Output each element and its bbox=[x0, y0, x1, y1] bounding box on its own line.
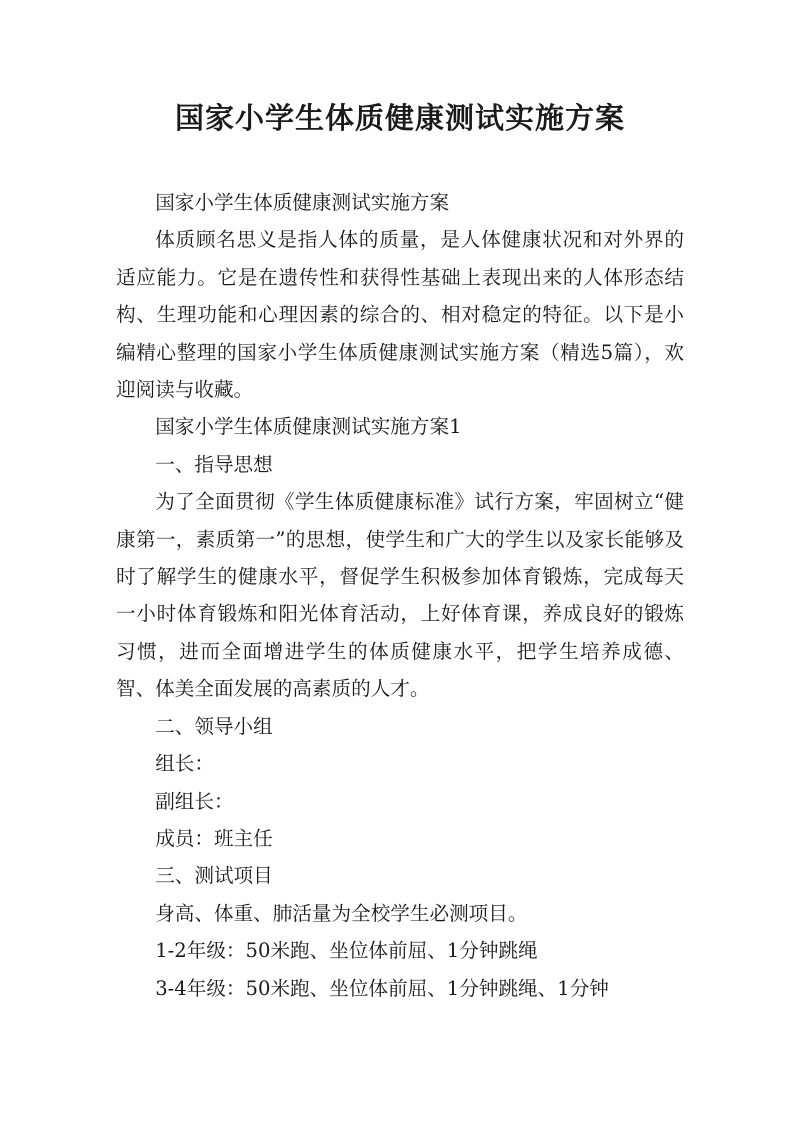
paragraph-subtitle: 国家小学生体质健康测试实施方案 bbox=[155, 191, 450, 214]
heading-guiding-thought: 一、指导思想 bbox=[155, 452, 273, 476]
heading-test-items: 三、测试项目 bbox=[155, 864, 273, 888]
paragraph-grade-1-2: 1-2年级：50米跑、坐位体前屈、1分钟跳绳 bbox=[155, 939, 538, 963]
paragraph-guiding-thought: 为了全面贯彻《学生体质健康标准》试行方案，牢固树立“健康第一，素质第一”的思想，使学生和广大的学生以及家长能够及时了解学生的健康水平，督促学生积极参加体育锻炼，完成每天一小时体育锻炼和阳光体育活动，上好体育课，养成良好的锻炼习惯，进而全面增进学生的体质健康水平，把学生培养成德、智、体美全面发展的高素质的人才。 bbox=[116, 490, 684, 701]
paragraph-intro: 体质顾名思义是指人体的质量，是人体健康状况和对外界的适应能力。它是在遗传性和获得性基础上表现出来的人体形态结构、生理功能和心理因素的综合的、相对稳定的特征。以下是小编精心整理的国家小学生体质健康测试实施方案（精选5篇），欢迎阅读与收藏。 bbox=[116, 228, 684, 402]
paragraph-group-leader: 组长： bbox=[155, 752, 214, 776]
paragraph-grade-3-4: 3-4年级：50米跑、坐位体前屈、1分钟跳绳、1分钟 bbox=[155, 976, 609, 1000]
paragraph-required-items: 身高、体重、肺活量为全校学生必测项目。 bbox=[155, 901, 528, 925]
document-body bbox=[116, 184, 684, 1007]
paragraph-deputy-leader: 副组长： bbox=[155, 789, 234, 813]
paragraph-section-heading: 国家小学生体质健康测试实施方案1 bbox=[155, 415, 462, 439]
paragraph-members: 成员：班主任 bbox=[155, 826, 273, 850]
document-title: 国家小学生体质健康测试实施方案 bbox=[174, 101, 625, 135]
heading-leadership-group: 二、领导小组 bbox=[155, 714, 273, 738]
